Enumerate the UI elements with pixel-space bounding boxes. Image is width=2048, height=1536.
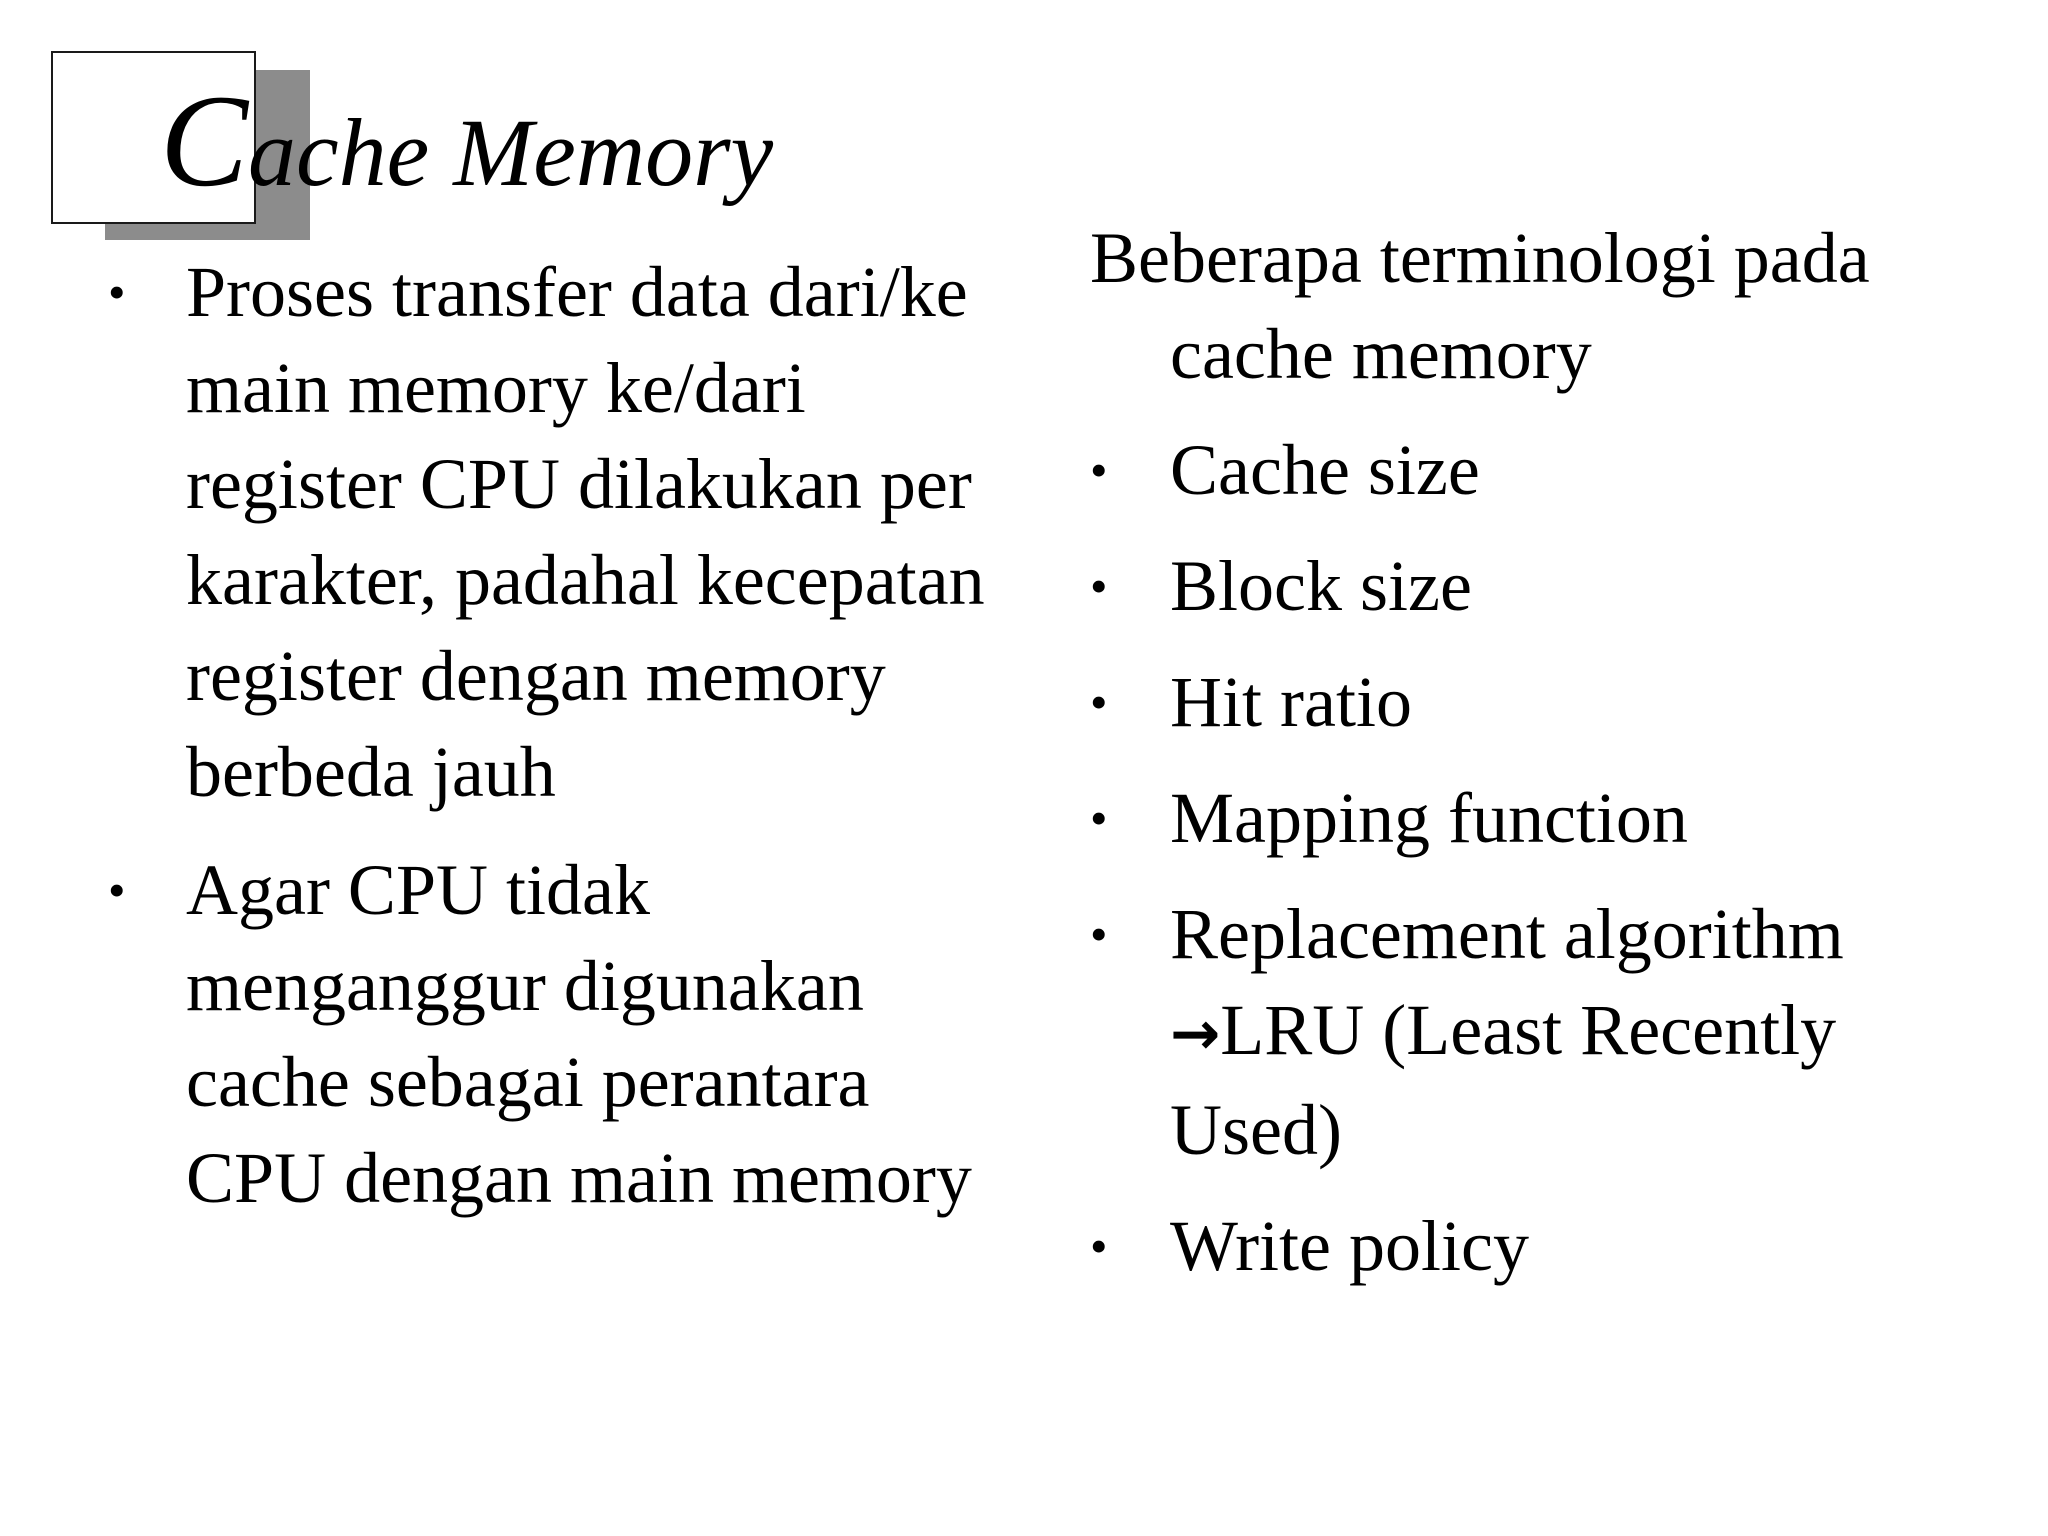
bullet-icon: •	[1090, 906, 1108, 962]
list-item	[1090, 538, 2020, 634]
bullet-icon: •	[108, 862, 126, 918]
bullet-icon: •	[108, 264, 126, 320]
term-text: Write policy	[1170, 1206, 1529, 1286]
slide-title	[160, 62, 773, 220]
term-text: Hit ratio	[1170, 662, 1412, 742]
title-rest: ache Memory	[248, 99, 774, 206]
bullet-icon: •	[1090, 1218, 1108, 1274]
left-bullet-list	[108, 244, 988, 1226]
bullet-icon: •	[1090, 674, 1108, 730]
bullet-icon: •	[1090, 790, 1108, 846]
list-item	[1090, 1198, 2020, 1294]
list-item	[1090, 654, 2020, 750]
right-arrow-icon: →	[1170, 999, 1221, 1069]
list-item	[108, 244, 988, 820]
terminology-list	[1090, 422, 2020, 1294]
term-text: Cache size	[1170, 430, 1480, 510]
right-column	[1090, 210, 2020, 1314]
left-bullet-text: Agar CPU tidak menganggur digunakan cache sebagai perantara CPU dengan main memory	[186, 850, 972, 1218]
bullet-icon: •	[1090, 442, 1108, 498]
list-item	[1090, 770, 2020, 866]
list-item	[1090, 886, 2020, 1178]
term-text: Replacement algorithm	[1170, 894, 1844, 974]
list-item	[1090, 422, 2020, 518]
term-text: Block size	[1170, 546, 1472, 626]
title-initial: C	[160, 67, 249, 214]
left-column	[108, 244, 988, 1248]
bullet-icon: •	[1090, 558, 1108, 614]
replacement-note: LRU (Least Recently Used)	[1170, 990, 1837, 1170]
list-item	[108, 842, 988, 1226]
term-text: Mapping function	[1170, 778, 1688, 858]
left-bullet-text: Proses transfer data dari/ke main memory ke/dari register CPU dilakukan per karakter, padahal kecepatan register dengan memory berbeda jauh	[186, 252, 985, 812]
terminology-intro: Beberapa terminologi pada cache memory	[1090, 218, 1870, 394]
